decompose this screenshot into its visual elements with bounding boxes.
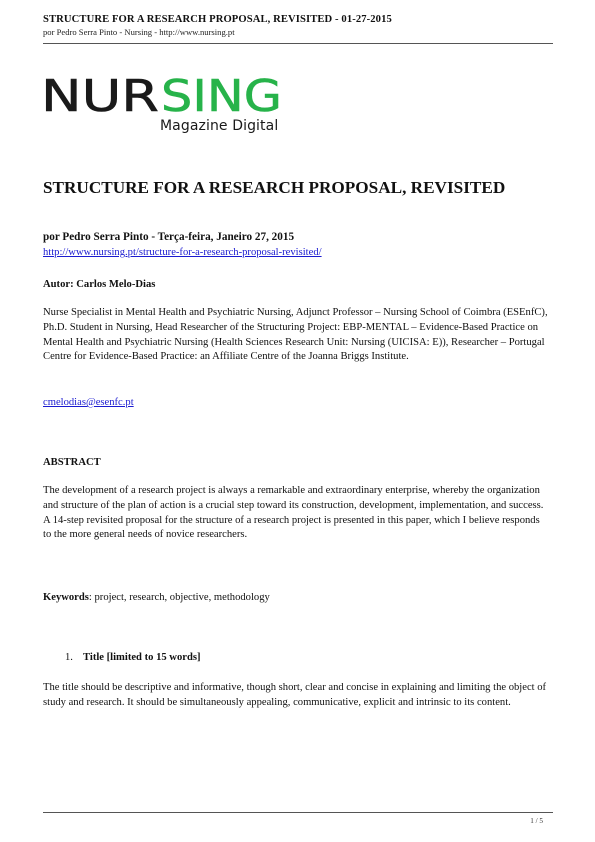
author-bio: Nurse Specialist in Mental Health and Psychiatric Nursing, Adjunct Professor – Nursing School of Coimbra (ESEnfC), Ph.D. Student in Nursing, Head Researcher of the Structuring Project: EBP-MENTAL – Evidence-Based Practice on Mental Health and Psychiatric Nursing (Health Sciences Research Unit: Nursing (UICISA: E)), Researcher – Portugal Centre for Evidence-Based Practice: an Affiliate Centre of the Joanna Briggs Institute. bbox=[43, 307, 548, 363]
article-body bbox=[43, 178, 553, 708]
logo-word-dark: NUR bbox=[41, 78, 159, 118]
logo-tagline: Magazine Digital bbox=[160, 118, 279, 134]
abstract-text: The development of a research project is always a remarkable and extraordinary enterprise, whereby the organization and structure of the plan of action is a crucial step toward its construction, development, implementation, and success. A 14-step revisited proposal for the structure of a research project is presented in this paper, which I believe responds to the more general needs of novice researchers. bbox=[43, 485, 544, 541]
article-url-link[interactable]: http://www.nursing.pt/structure-for-a-research-proposal-revisited/ bbox=[43, 247, 322, 258]
footer-divider bbox=[43, 812, 553, 813]
running-header-title: STRUCTURE FOR A RESEARCH PROPOSAL, REVISITED - 01-27-2015 bbox=[43, 14, 392, 25]
section-1-title: Title [limited to 15 words] bbox=[83, 652, 201, 663]
page-number: 1 / 5 bbox=[530, 817, 543, 825]
keywords-label: Keywords bbox=[43, 592, 89, 603]
running-header bbox=[43, 13, 553, 38]
keywords-line bbox=[43, 591, 270, 606]
section-1-text: The title should be descriptive and informative, though short, clear and concise in explaining and limiting the object of study and research. It should be simultaneously appealing, communicative, explicit and intrinsic to its content. bbox=[43, 682, 547, 708]
nursing-logo bbox=[41, 78, 286, 140]
section-1-heading bbox=[65, 651, 201, 665]
article-title: STRUCTURE FOR A RESEARCH PROPOSAL, REVISITED bbox=[43, 178, 506, 197]
running-header-subtitle: por Pedro Serra Pinto - Nursing - http://www.nursing.pt bbox=[43, 27, 235, 37]
author-email-link[interactable]: cmelodias@esenfc.pt bbox=[43, 397, 134, 408]
abstract-heading: ABSTRACT bbox=[43, 457, 101, 468]
article-byline: por Pedro Serra Pinto - Terça-feira, Janeiro 27, 2015 bbox=[43, 231, 295, 243]
header-divider bbox=[43, 43, 553, 44]
nursing-wordmark bbox=[41, 78, 286, 118]
section-1-number: 1. bbox=[65, 652, 73, 663]
keywords-text: : project, research, objective, methodology bbox=[88, 592, 270, 603]
author-label: Autor: Carlos Melo-Dias bbox=[43, 279, 156, 290]
logo-word-green: SING bbox=[161, 78, 282, 118]
